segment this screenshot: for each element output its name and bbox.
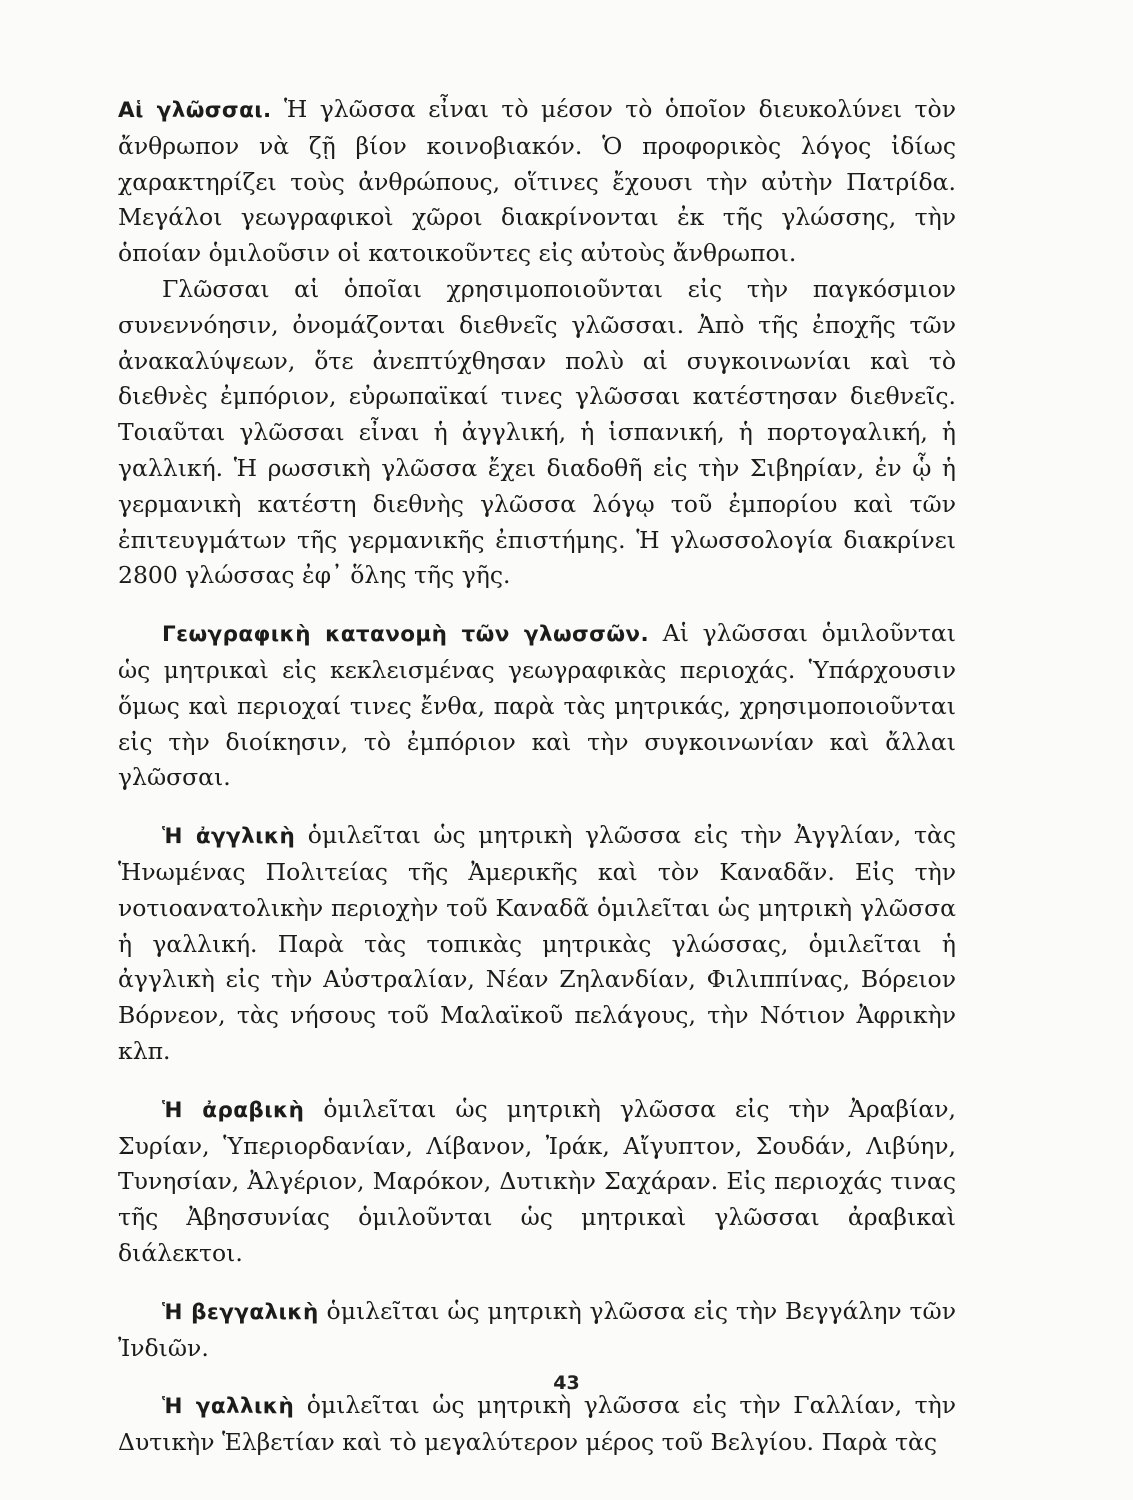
- paragraph-text: Αἱ γλῶσσαι ὁμιλοῦνται ὡς μητρικαὶ εἰς κεκλεισμένας γεωγραφικὰς περιοχάς. Ὑπάρχουσιν ὅμως καὶ περιοχαί τινες ἔνθα, παρὰ τὰς μητρικάς, χρησιμοποιοῦνται εἰς τὴν διοίκησιν, τὸ ἐμπόριον καὶ τὴν συγκοινωνίαν καὶ ἄλλαι γλῶσσαι.: [118, 619, 957, 792]
- paragraph-text: ὁμιλεῖται ὡς μητρικὴ γλῶσσα εἰς τὴν Ἀγγλίαν, τὰς Ἡνωμένας Πολιτείας τῆς Ἀμερικῆς καὶ τὸν Καναδᾶν. Εἰς τὴν νοτιοανατολικὴν περιοχὴν τοῦ Καναδᾶ ὁμιλεῖται ὡς μητρικὴ γλῶσσα ἡ γαλλική. Παρὰ τὰς τοπικὰς μητρικὰς γλώσσας, ὁμιλεῖται ἡ ἀγγλικὴ εἰς τὴν Αὐστραλίαν, Νέαν Ζηλανδίαν, Φιλιππίνας, Βόρειον Βόρνεον, τὰς νήσους τοῦ Μαλαϊκοῦ πελάγους, τὴν Νότιον Ἀφρικὴν κλπ.: [118, 821, 956, 1065]
- paragraph-french: [118, 1388, 956, 1461]
- paragraph-languages: [118, 92, 956, 272]
- paragraph-geographic-distribution: [118, 616, 956, 796]
- paragraph-text: ὁμιλεῖται ὡς μητρικὴ γλῶσσα εἰς τὴν Βεγγάλην τῶν Ἰνδιῶν.: [118, 1296, 956, 1362]
- body-text: [118, 92, 956, 1461]
- paragraph-text: Ἡ γλῶσσα εἶναι τὸ μέσον τὸ ὁποῖον διευκολύνει τὸν ἄνθρωπον νὰ ζῇ βίον κοινοβιακόν. Ὁ προφορικὸς λόγος ἰδίως χαρακτηρίζει τοὺς ἀνθρώπους, οἵτινες ἔχουσι τὴν αὐτὴν Πατρίδα. Μεγάλοι γεωγραφικοὶ χῶροι διακρίνονται ἐκ τῆς γλώσσης, τὴν ὁποίαν ὁμιλοῦσιν οἱ κατοικοῦντες εἰς αὐτοὺς ἄνθρωποι.: [118, 95, 956, 268]
- paragraph-bengali: [118, 1294, 956, 1367]
- section-heading-distribution: Γεωγραφικὴ κατανομὴ τῶν γλωσσῶν.: [162, 622, 650, 648]
- paragraph-text: ὁμιλεῖται ὡς μητρικὴ γλῶσσα εἰς τὴν Ἀραβίαν, Συρίαν, Ὑπεριορδανίαν, Λίβανον, Ἰράκ, Αἴγυπτον, Σουδάν, Λιβύην, Τυνησίαν, Ἀλγέριον, Μαρόκον, Δυτικὴν Σαχάραν. Εἰς περιοχάς τινας τῆς Ἀβησσυνίας ὁμιλοῦνται ὡς μητρικαὶ γλῶσσαι ἀραβικαὶ διάλεκτοι.: [118, 1094, 956, 1267]
- paragraph-text: Γλῶσσαι αἱ ὁποῖαι χρησιμοποιοῦνται εἰς τὴν παγκόσμιον συνεννόησιν, ὀνομάζονται διεθνεῖς γλῶσσαι. Ἀπὸ τῆς ἐποχῆς τῶν ἀνακαλύψεων, ὅτε ἀνεπτύχθησαν πολὺ αἱ συγκοινωνίαι καὶ τὸ διεθνὲς ἐμπόριον, εὐρωπαϊκαί τινες γλῶσσαι κατέστησαν διεθνεῖς. Τοιαῦται γλῶσσαι εἶναι ἡ ἀγγλική, ἡ ἱσπανική, ἡ πορτογαλική, ἡ γαλλική. Ἡ ρωσσικὴ γλῶσσα ἔχει διαδοθῆ εἰς τὴν Σιβηρίαν, ἐν ᾧ ἡ γερμανικὴ κατέστη διεθνὴς γλῶσσα λόγῳ τοῦ ἐμπορίου καὶ τῶν ἐπιτευγμάτων τῆς γερμανικῆς ἐπιστήμης. Ἡ γλωσσολογία διακρίνει 2800 γλώσσας ἐφ᾽ ὅλης τῆς γῆς.: [118, 274, 956, 590]
- page-number: 43: [553, 1372, 580, 1394]
- paragraph-international-languages: [118, 272, 956, 594]
- language-heading-arabic: Ἡ ἀραβικὴ: [162, 1097, 305, 1123]
- section-heading-languages: Αἱ γλῶσσαι.: [118, 98, 272, 123]
- language-heading-english: Ἡ ἀγγλικὴ: [162, 824, 296, 850]
- language-heading-french: Ἡ γαλλικὴ: [162, 1394, 295, 1420]
- paragraph-text: ὁμιλεῖται ὡς μητρικὴ γλῶσσα εἰς τὴν Γαλλίαν, τὴν Δυτικὴν Ἑλβετίαν καὶ τὸ μεγαλύτερον μέρος τοῦ Βελγίου. Παρὰ τὰς: [118, 1391, 957, 1457]
- paragraph-english: [118, 818, 956, 1070]
- paragraph-arabic: [118, 1092, 956, 1272]
- language-heading-bengali: Ἡ βεγγαλικὴ: [162, 1299, 319, 1325]
